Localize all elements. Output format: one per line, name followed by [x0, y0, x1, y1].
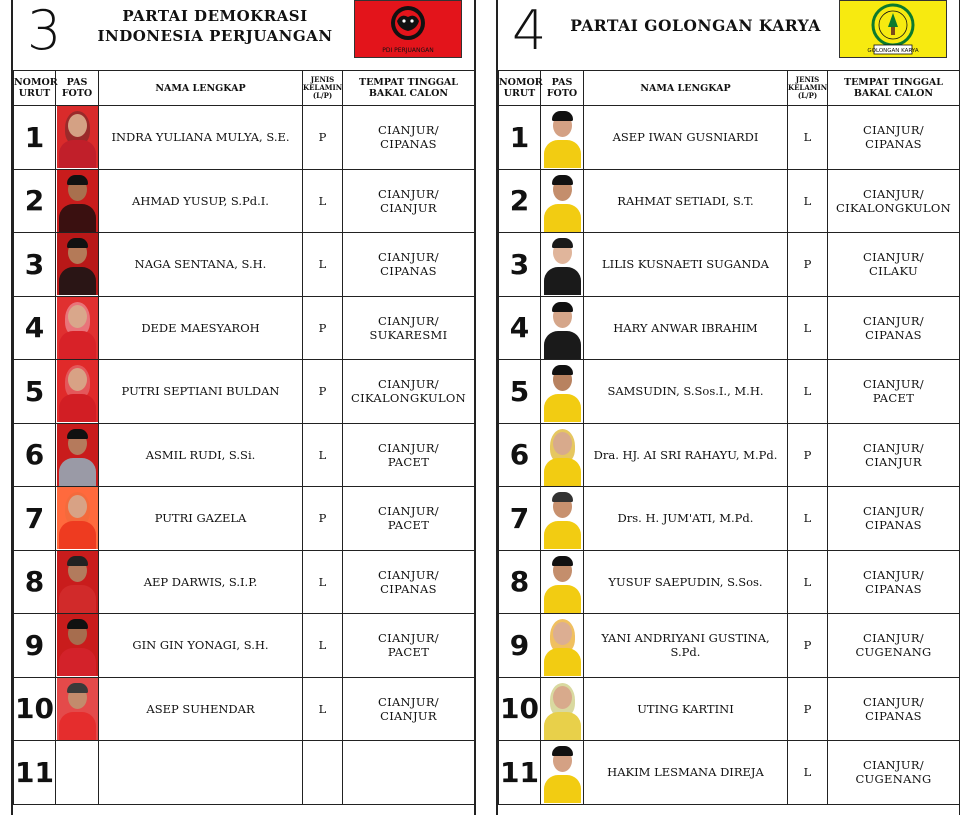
candidate-photo: [542, 741, 583, 803]
party-name-line1: PARTAI DEMOKRASI: [122, 7, 308, 25]
party-number: 4: [512, 0, 547, 62]
nama-lengkap: ASEP IWAN GUSNIARDI: [584, 106, 788, 170]
jenis-kelamin: L: [788, 550, 828, 614]
tempat-tinggal-line2: CIKALONGKULON: [836, 200, 951, 215]
nama-lengkap: NAGA SENTANA, S.H.: [99, 233, 303, 297]
nama-lengkap: AEP DARWIS, S.I.P.: [99, 550, 303, 614]
party-name-line2: INDONESIA PERJUANGAN: [97, 27, 333, 45]
candidate-photo: [542, 360, 583, 422]
jenis-kelamin: L: [303, 423, 343, 487]
tempat-tinggal: [828, 487, 960, 551]
header-nama-lengkap: NAMA LENGKAP: [99, 71, 303, 106]
tempat-tinggal-line1: CIANJUR/: [863, 694, 924, 709]
candidate-photo: [542, 297, 583, 359]
candidate-photo: [542, 614, 583, 676]
table-row: [14, 106, 475, 170]
nama-lengkap: SAMSUDIN, S.Sos.I., M.H.: [584, 360, 788, 424]
tempat-tinggal: [343, 360, 475, 424]
table-header-row: [14, 71, 475, 106]
candidate-photo: [542, 170, 583, 232]
tempat-tinggal-line2: CIANJUR: [865, 454, 922, 469]
header-jenis-kelamin: JENIS KELAMIN (L/P): [788, 71, 828, 106]
nomor-urut: 11: [499, 741, 541, 805]
nama-lengkap: AHMAD YUSUP, S.Pd.I.: [99, 169, 303, 233]
logo-text: PDI PERJUANGAN: [382, 47, 434, 54]
table-row: [14, 423, 475, 487]
jenis-kelamin: L: [788, 360, 828, 424]
tempat-tinggal: [828, 614, 960, 678]
header-pas-foto: PAS FOTO: [541, 71, 584, 106]
tempat-tinggal-line1: CIANJUR/: [863, 440, 924, 455]
jenis-kelamin: P: [788, 423, 828, 487]
table-row: [499, 233, 960, 297]
header-nomor-urut: NOMOR URUT: [14, 71, 56, 106]
nama-lengkap: HARY ANWAR IBRAHIM: [584, 296, 788, 360]
tempat-tinggal-line1: CIANJUR/: [863, 250, 924, 265]
pas-foto-cell: [56, 677, 99, 741]
tempat-tinggal: [828, 550, 960, 614]
table-row: [499, 614, 960, 678]
table-row: [499, 741, 960, 805]
nomor-urut: 2: [14, 169, 56, 233]
jenis-kelamin: L: [788, 741, 828, 805]
jenis-kelamin: P: [788, 614, 828, 678]
table-row: [14, 614, 475, 678]
table-row: [14, 233, 475, 297]
pas-foto-cell: [541, 233, 584, 297]
tempat-tinggal-line1: CIANJUR/: [378, 313, 439, 328]
logo-text: GOLONGAN KARYA: [867, 48, 919, 54]
tempat-tinggal-line1: CIANJUR/: [378, 440, 439, 455]
jenis-kelamin: P: [303, 487, 343, 551]
party-header: [498, 0, 959, 71]
pas-foto-cell: [541, 106, 584, 170]
table-row: [499, 550, 960, 614]
pas-foto-cell: [56, 614, 99, 678]
tempat-tinggal-line2: CIPANAS: [865, 581, 922, 596]
candidate-photo: [57, 106, 98, 168]
nama-lengkap: UTING KARTINI: [584, 677, 788, 741]
jenis-kelamin: L: [303, 169, 343, 233]
tempat-tinggal-line2: CIPANAS: [865, 708, 922, 723]
tempat-tinggal: [343, 423, 475, 487]
nomor-urut: 6: [499, 423, 541, 487]
tempat-tinggal-line1: CIANJUR/: [378, 123, 439, 138]
nomor-urut: 10: [14, 677, 56, 741]
nama-lengkap: RAHMAT SETIADI, S.T.: [584, 169, 788, 233]
tempat-tinggal: [343, 106, 475, 170]
candidate-photo: [542, 551, 583, 613]
jenis-kelamin: P: [788, 677, 828, 741]
pas-foto-cell: [56, 423, 99, 487]
candidate-photo: [57, 297, 98, 359]
tempat-tinggal: [828, 233, 960, 297]
table-header-row: [499, 71, 960, 106]
nama-lengkap: Dra. HJ. AI SRI RAHAYU, M.Pd.: [584, 423, 788, 487]
party-header: [13, 0, 474, 71]
jenis-kelamin: P: [303, 106, 343, 170]
candidate-photo: [542, 424, 583, 486]
pas-foto-cell: [56, 360, 99, 424]
tempat-tinggal-line2: CIPANAS: [380, 137, 437, 152]
pas-foto-cell: [56, 106, 99, 170]
nomor-urut: 7: [499, 487, 541, 551]
nomor-urut: 7: [14, 487, 56, 551]
nomor-urut: 10: [499, 677, 541, 741]
tempat-tinggal: [828, 423, 960, 487]
candidate-photo: [542, 487, 583, 549]
candidate-photo: [57, 551, 98, 613]
nama-lengkap: ASEP SUHENDAR: [99, 677, 303, 741]
jenis-kelamin: L: [788, 296, 828, 360]
tempat-tinggal: [828, 677, 960, 741]
candidate-photo: [57, 487, 98, 549]
tempat-tinggal: [828, 106, 960, 170]
tempat-tinggal-line1: CIANJUR/: [378, 694, 439, 709]
pas-foto-cell: [541, 741, 584, 805]
tempat-tinggal-line1: CIANJUR/: [378, 250, 439, 265]
nomor-urut: 5: [14, 360, 56, 424]
jenis-kelamin: P: [788, 233, 828, 297]
candidate-photo: [542, 106, 583, 168]
pas-foto-cell: [541, 296, 584, 360]
tempat-tinggal: [343, 296, 475, 360]
tempat-tinggal-line1: CIANJUR/: [378, 567, 439, 582]
jenis-kelamin: L: [303, 233, 343, 297]
tempat-tinggal-line1: CIANJUR/: [378, 504, 439, 519]
jenis-kelamin: P: [303, 296, 343, 360]
candidate-photo: [542, 678, 583, 740]
party-name: [563, 16, 828, 36]
jenis-kelamin: L: [788, 106, 828, 170]
candidate-photo: [57, 424, 98, 486]
nama-lengkap: YANI ANDRIYANI GUSTINA, S.Pd.: [584, 614, 788, 678]
tempat-tinggal-line2: CIPANAS: [865, 327, 922, 342]
candidate-list: [14, 106, 475, 805]
nama-lengkap: DEDE MAESYAROH: [99, 296, 303, 360]
tempat-tinggal-line1: CIANJUR/: [863, 186, 924, 201]
pas-foto-cell: [56, 487, 99, 551]
tempat-tinggal: [828, 741, 960, 805]
candidate-photo: [57, 360, 98, 422]
nomor-urut: 3: [499, 233, 541, 297]
nomor-urut: 8: [499, 550, 541, 614]
tempat-tinggal: [343, 677, 475, 741]
table-row: [499, 677, 960, 741]
tempat-tinggal-line1: CIANJUR/: [863, 758, 924, 773]
jenis-kelamin: L: [788, 487, 828, 551]
candidate-photo: [57, 170, 98, 232]
nama-lengkap: HAKIM LESMANA DIREJA: [584, 741, 788, 805]
pas-foto-cell: [541, 550, 584, 614]
nomor-urut: 9: [499, 614, 541, 678]
tempat-tinggal: [828, 169, 960, 233]
tempat-tinggal-line2: CUGENANG: [855, 645, 932, 660]
pas-foto-cell: [56, 550, 99, 614]
header-nama-lengkap: NAMA LENGKAP: [584, 71, 788, 106]
tempat-tinggal-line2: CIKALONGKULON: [351, 391, 466, 406]
nomor-urut: 5: [499, 360, 541, 424]
nama-lengkap: YUSUF SAEPUDIN, S.Sos.: [584, 550, 788, 614]
jenis-kelamin: L: [303, 677, 343, 741]
nomor-urut: 1: [499, 106, 541, 170]
table-row: [499, 106, 960, 170]
golkar-logo: [839, 0, 947, 58]
party-name: [85, 6, 345, 46]
tempat-tinggal: [343, 550, 475, 614]
nomor-urut: 4: [14, 296, 56, 360]
table-row: [14, 487, 475, 551]
pas-foto-cell: [541, 169, 584, 233]
tempat-tinggal-line2: CIPANAS: [865, 518, 922, 533]
party-name-line1: PARTAI GOLONGAN KARYA: [570, 16, 821, 35]
nomor-urut: 4: [499, 296, 541, 360]
candidate-photo: [57, 233, 98, 295]
tempat-tinggal-line2: PACET: [872, 391, 915, 406]
nomor-urut: 3: [14, 233, 56, 297]
nomor-urut: 9: [14, 614, 56, 678]
table-row: [14, 360, 475, 424]
candidate-photo: [57, 614, 98, 676]
pas-foto-cell: [541, 614, 584, 678]
jenis-kelamin: P: [303, 360, 343, 424]
candidate-list: [499, 106, 960, 805]
table-row: [499, 169, 960, 233]
nomor-urut: 2: [499, 169, 541, 233]
tempat-tinggal-line1: CIANJUR/: [378, 186, 439, 201]
jenis-kelamin: L: [788, 169, 828, 233]
table-row: [14, 741, 475, 805]
table-row: [499, 296, 960, 360]
nama-lengkap: GIN GIN YONAGI, S.H.: [99, 614, 303, 678]
header-jenis-kelamin: JENIS KELAMIN (L/P): [303, 71, 343, 106]
table-row: [499, 487, 960, 551]
table-row: [499, 423, 960, 487]
header-pas-foto: PAS FOTO: [56, 71, 99, 106]
nama-lengkap: PUTRI SEPTIANI BULDAN: [99, 360, 303, 424]
candidate-table: [13, 70, 475, 805]
pas-foto-cell: [56, 296, 99, 360]
header-nomor-urut: NOMOR URUT: [499, 71, 541, 106]
jenis-kelamin: L: [303, 614, 343, 678]
tempat-tinggal: [343, 741, 475, 805]
tempat-tinggal-line1: CIANJUR/: [863, 631, 924, 646]
tempat-tinggal-line1: CIANJUR/: [863, 123, 924, 138]
tempat-tinggal: [828, 360, 960, 424]
table-row: [14, 296, 475, 360]
party-panel-golkar: [496, 0, 960, 815]
pdip-logo: [354, 0, 462, 58]
table-row: [14, 169, 475, 233]
table-row: [499, 360, 960, 424]
tempat-tinggal-line2: SUKARESMI: [369, 327, 448, 342]
tempat-tinggal: [343, 233, 475, 297]
nomor-urut: 8: [14, 550, 56, 614]
candidate-table: [498, 70, 960, 805]
jenis-kelamin: L: [303, 550, 343, 614]
nomor-urut: 11: [14, 741, 56, 805]
pas-foto-cell: [56, 741, 99, 805]
tempat-tinggal-line1: CIANJUR/: [863, 567, 924, 582]
tempat-tinggal-line1: CIANJUR/: [863, 313, 924, 328]
tempat-tinggal-line2: CIPANAS: [380, 264, 437, 279]
candidate-photo: [57, 678, 98, 740]
nomor-urut: 1: [14, 106, 56, 170]
nama-lengkap: LILIS KUSNAETI SUGANDA: [584, 233, 788, 297]
jenis-kelamin: [303, 741, 343, 805]
pas-foto-cell: [541, 487, 584, 551]
nomor-urut: 6: [14, 423, 56, 487]
pas-foto-cell: [541, 360, 584, 424]
pas-foto-cell: [541, 677, 584, 741]
party-panel-pdip: [11, 0, 476, 815]
tempat-tinggal: [343, 169, 475, 233]
tempat-tinggal-line2: PACET: [387, 518, 430, 533]
nama-lengkap: PUTRI GAZELA: [99, 487, 303, 551]
tempat-tinggal-line2: CUGENANG: [855, 772, 932, 787]
tempat-tinggal-line1: CIANJUR/: [378, 631, 439, 646]
tempat-tinggal-line2: CIPANAS: [865, 137, 922, 152]
tempat-tinggal-line2: PACET: [387, 645, 430, 660]
pas-foto-cell: [56, 169, 99, 233]
tempat-tinggal-line1: CIANJUR/: [378, 377, 439, 392]
party-number: 3: [27, 0, 62, 62]
tempat-tinggal-line2: CIANJUR: [380, 200, 437, 215]
header-tempat-tinggal: TEMPAT TINGGAL BAKAL CALON: [343, 71, 475, 106]
nama-lengkap: [99, 741, 303, 805]
nama-lengkap: INDRA YULIANA MULYA, S.E.: [99, 106, 303, 170]
pas-foto-cell: [541, 423, 584, 487]
tempat-tinggal: [343, 614, 475, 678]
candidate-photo: [542, 233, 583, 295]
tempat-tinggal: [828, 296, 960, 360]
nama-lengkap: Drs. H. JUM'ATI, M.Pd.: [584, 487, 788, 551]
tempat-tinggal: [343, 487, 475, 551]
tempat-tinggal-line1: CIANJUR/: [863, 504, 924, 519]
tempat-tinggal-line2: CIANJUR: [380, 708, 437, 723]
tempat-tinggal-line1: CIANJUR/: [863, 377, 924, 392]
pas-foto-cell: [56, 233, 99, 297]
nama-lengkap: ASMIL RUDI, S.Si.: [99, 423, 303, 487]
header-tempat-tinggal: TEMPAT TINGGAL BAKAL CALON: [828, 71, 960, 106]
tempat-tinggal-line2: PACET: [387, 454, 430, 469]
table-row: [14, 677, 475, 741]
tempat-tinggal-line2: CIPANAS: [380, 581, 437, 596]
table-row: [14, 550, 475, 614]
tempat-tinggal-line2: CILAKU: [869, 264, 918, 279]
